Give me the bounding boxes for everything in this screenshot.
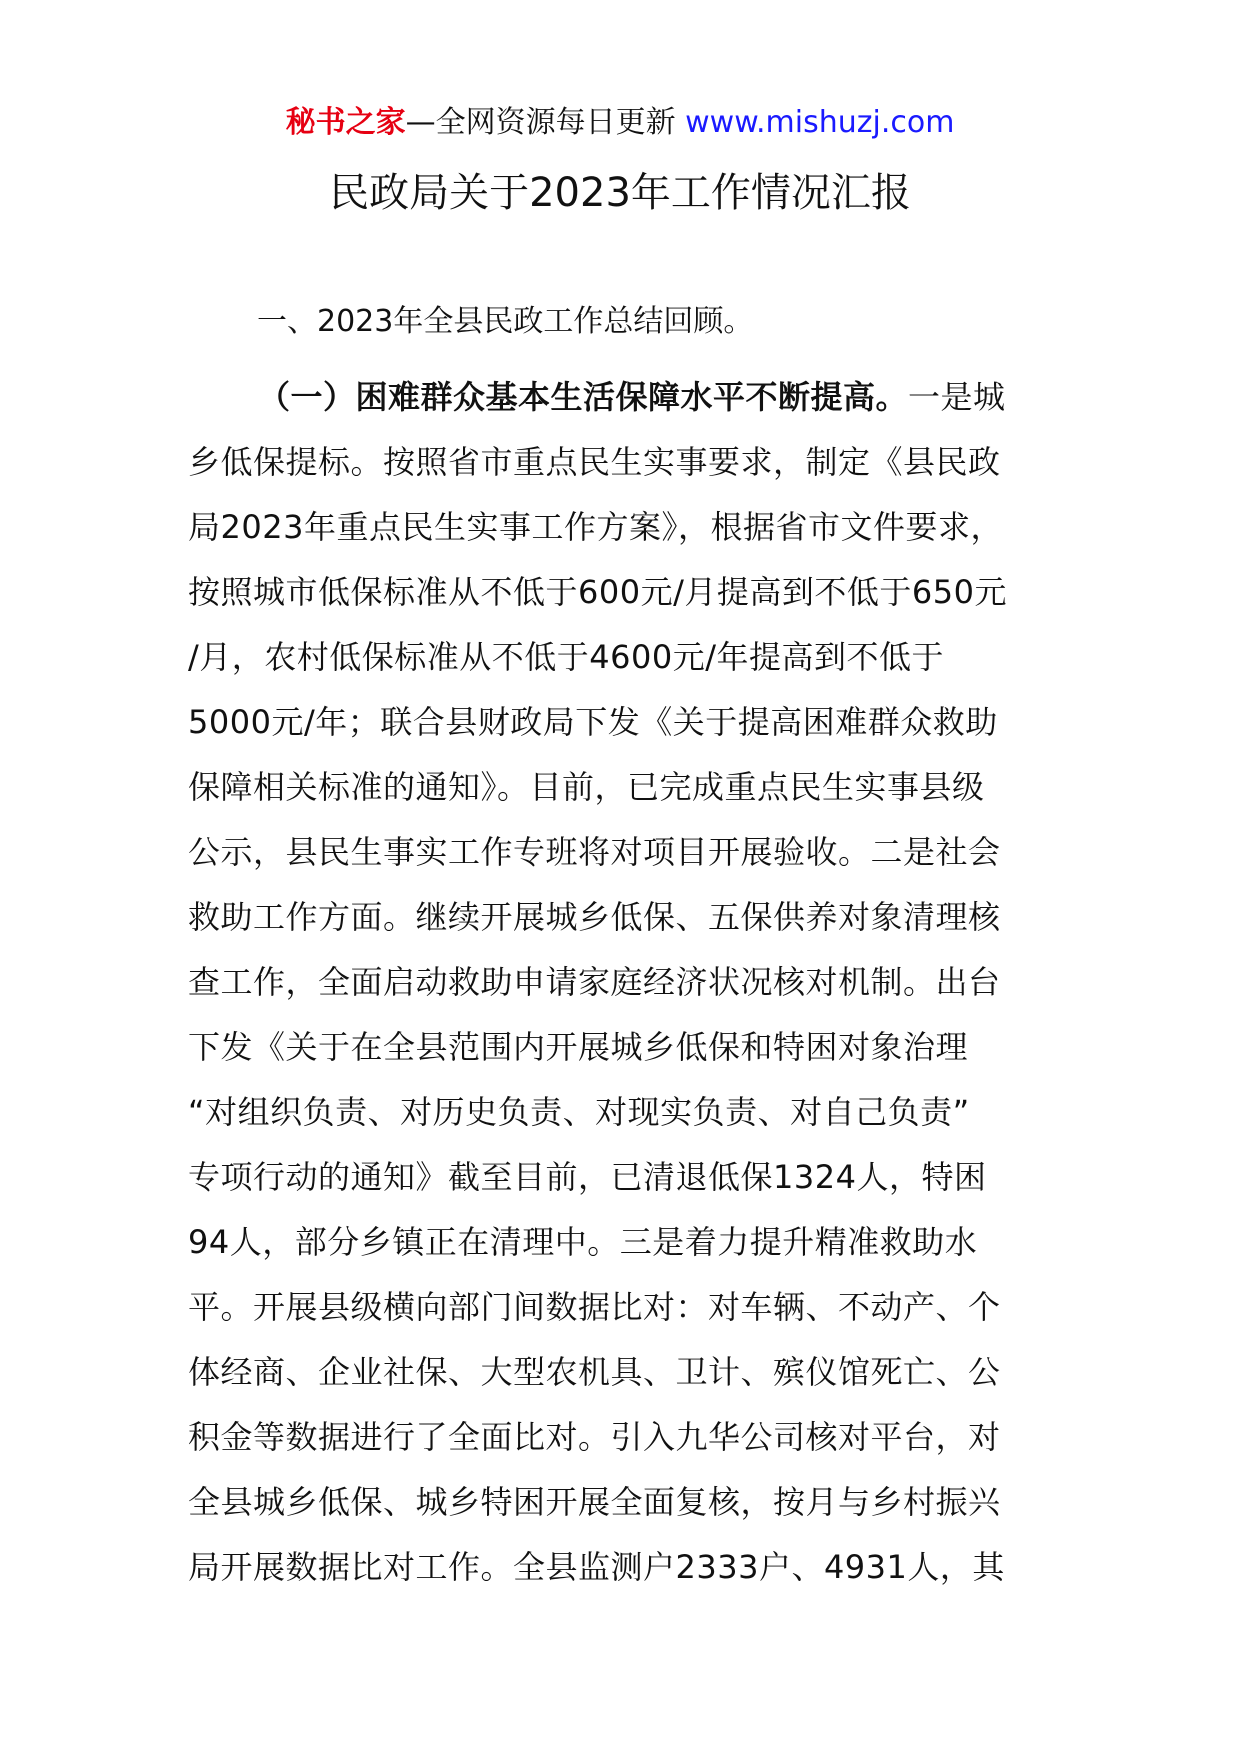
paragraph-line: 救助工作方面。继续开展城乡低保、五保供养对象清理核 <box>188 898 1001 936</box>
paragraph-line: 全县城乡低保、城乡特困开展全面复核，按月与乡村振兴 <box>188 1483 1001 1521</box>
banner-tagline: —全网资源每日更新 <box>405 105 676 140</box>
paragraph-line: 下发《关于在全县范围内开展城乡低保和特困对象治理 <box>188 1028 969 1066</box>
paragraph-line: 局2023年重点民生实事工作方案》，根据省市文件要求， <box>188 508 1003 546</box>
subsection-heading: （一）困难群众基本生活保障水平不断提高。 <box>258 378 909 416</box>
paragraph-line: 查工作，全面启动救助申请家庭经济状况核对机制。出台 <box>188 963 1001 1001</box>
paragraph-line: 乡低保提标。按照省市重点民生实事要求，制定《县民政 <box>188 443 1001 481</box>
paragraph-line: 专项行动的通知》截至目前，已清退低保1324人，特困 <box>188 1158 987 1196</box>
paragraph-line: “对组织负责、对历史负责、对现实负责、对自己负责” <box>188 1093 970 1131</box>
paragraph-line-text: 一是城 <box>908 378 1006 416</box>
site-banner <box>0 103 1240 143</box>
paragraph-line: 按照城市低保标准从不低于600元/月提高到不低于650元 <box>188 573 1007 611</box>
paragraph-line: 体经商、企业社保、大型农机具、卫计、殡仪馆死亡、公 <box>188 1353 1001 1391</box>
paragraph-line: 94人，部分乡镇正在清理中。三是着力提升精准救助水 <box>188 1223 978 1261</box>
document-title: 民政局关于2023年工作情况汇报 <box>329 170 911 216</box>
paragraph-line: 局开展数据比对工作。全县监测户2333户、4931人，其 <box>188 1548 1005 1586</box>
paragraph-line <box>188 365 1054 430</box>
section-heading: 一、2023年全县民政工作总结回顾。 <box>257 304 754 339</box>
brand-name: 秘书之家 <box>285 105 406 140</box>
paragraph-line: 平。开展县级横向部门间数据比对：对车辆、不动产、个 <box>188 1288 1001 1326</box>
site-url-link[interactable]: www.mishuzj.com <box>685 105 955 140</box>
paragraph-line: 积金等数据进行了全面比对。引入九华公司核对平台，对 <box>188 1418 1001 1456</box>
body-text <box>188 365 1054 1600</box>
paragraph-line: /月，农村低保标准从不低于4600元/年提高到不低于 <box>188 638 945 676</box>
paragraph-line: 5000元/年；联合县财政局下发《关于提高困难群众救助 <box>188 703 998 741</box>
paragraph-line: 公示，县民生事实工作专班将对项目开展验收。二是社会 <box>188 833 1001 871</box>
paragraph-line: 保障相关标准的通知》。目前，已完成重点民生实事县级 <box>188 768 985 806</box>
